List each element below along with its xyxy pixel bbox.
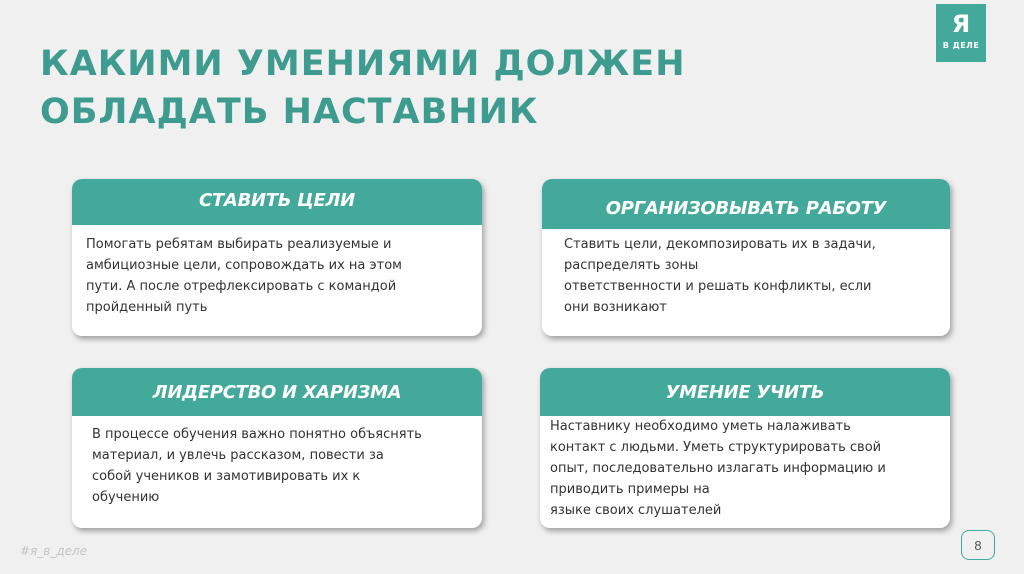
card-text-line: обучению <box>92 490 160 505</box>
card-heading: ОРГАНИЗОВЫВАТЬ РАБОТУ <box>542 179 950 229</box>
card-text-line: распределять зоны <box>564 258 699 273</box>
brand-logo <box>936 4 986 62</box>
card-text-line: контакт с людьми. Уметь структурировать свой <box>550 440 882 455</box>
card-heading: ЛИДЕРСТВО И ХАРИЗМА <box>72 368 482 416</box>
card-text-line: Ставить цели, декомпозировать их в задачи, <box>564 237 876 252</box>
card-text-line: собой учеников и замотивировать их к <box>92 469 361 484</box>
card-text-line: пройденный путь <box>86 300 208 315</box>
skill-card-organize-work <box>542 179 950 336</box>
logo-letter: Я <box>951 10 971 38</box>
skill-card-set-goals <box>72 179 482 336</box>
card-body <box>72 225 482 318</box>
card-text-line: ответственности и решать конфликты, если <box>564 279 872 294</box>
card-text-line: Наставнику необходимо уметь налаживать <box>550 419 851 434</box>
card-body <box>540 416 950 521</box>
card-text-line: пути. А после отрефлексировать с командой <box>86 279 397 294</box>
card-text-line: материал, и увлечь рассказом, повести за <box>92 448 384 463</box>
card-body <box>542 229 950 318</box>
card-text-line: они возникают <box>564 300 667 315</box>
footer-hashtag: #я_в_деле <box>20 544 88 558</box>
skill-card-leadership <box>72 368 482 528</box>
card-text-line: опыт, последовательно излагать информацию и <box>550 461 886 476</box>
logo-caption: В ДЕЛЕ <box>942 41 980 50</box>
page-number: 8 <box>961 530 995 560</box>
card-text-line: В процессе обучения важно понятно объяснять <box>92 427 422 442</box>
slide-title <box>40 40 760 136</box>
card-heading: УМЕНИЕ УЧИТЬ <box>540 368 950 416</box>
card-body <box>72 416 482 508</box>
card-heading: СТАВИТЬ ЦЕЛИ <box>72 179 482 225</box>
card-text-line: приводить примеры на <box>550 482 710 497</box>
card-text-line: амбициозные цели, сопровождать их на этом <box>86 258 402 273</box>
skill-card-teaching <box>540 368 950 528</box>
card-text-line: Помогать ребятам выбирать реализуемые и <box>86 237 392 252</box>
card-text-line: языке своих слушателей <box>550 503 722 518</box>
slide-title-line-2: ОБЛАДАТЬ НАСТАВНИК <box>40 92 539 132</box>
slide-title-line-1: КАКИМИ УМЕНИЯМИ ДОЛЖЕН <box>40 44 686 84</box>
